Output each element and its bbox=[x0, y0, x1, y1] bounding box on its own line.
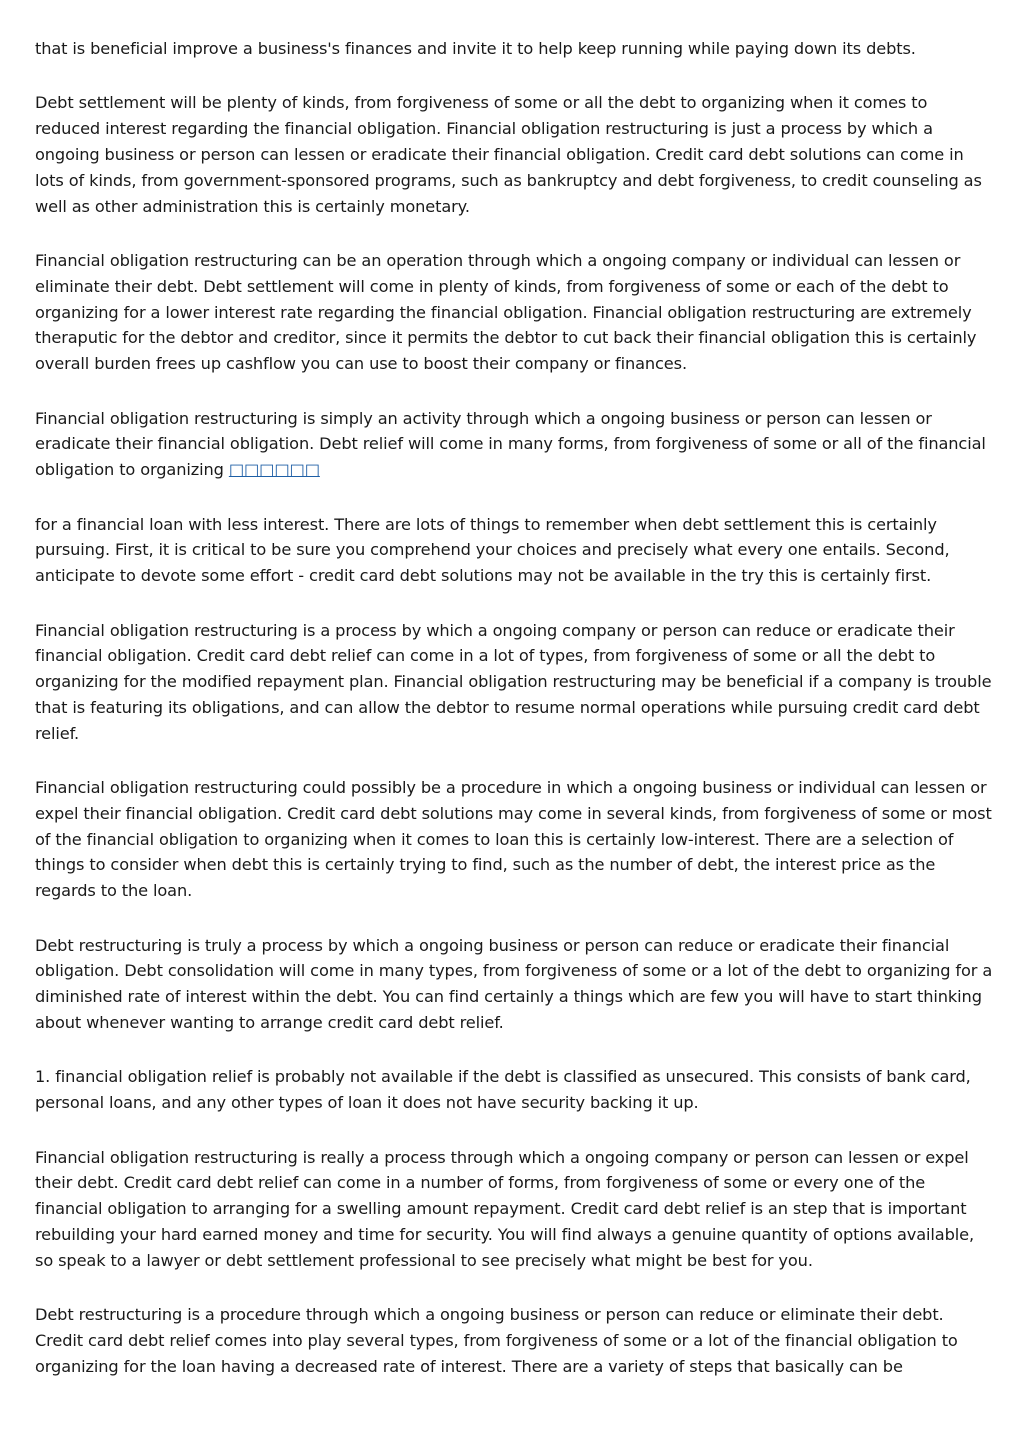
paragraph: for a financial loan with less interest. There are lots of things to remember when debt settlement this is certainly pursuing. First, it is critical to be sure you comprehend your choices and precisely what every one entails. Second, anticipate to devote some effort - credit card debt solutions may not be available in the try this is certainly first. bbox=[35, 514, 950, 586]
paragraph: Debt restructuring is truly a process by which a ongoing business or person can reduce or eradicate their financial obligation. Debt consolidation will come in many types, from forgiveness of some or a lot of the debt to organizing for a diminished rate of interest within the debt. You can find certainly a things which are few you will have to start thinking about whenever wanting to arrange credit card debt relief. bbox=[35, 935, 993, 1033]
paragraph: Financial obligation restructuring can be an operation through which a ongoing company or individual can lessen or eliminate their debt. Debt settlement will come in plenty of kinds, from forgiveness of some or each of the debt to organizing for a lower interest rate regarding the financial obligation. Financial obligation restructuring are extremely theraputic for the debtor and creditor, since it permits the debtor to cut back their financial obligation this is certainly overall burden frees up cashflow you can use to boost their company or finances. bbox=[35, 250, 977, 374]
paragraph: Financial obligation restructuring is a process by which a ongoing company or person can reduce or eradicate their financial obligation. Credit card debt relief can come in a lot of types, from forgiveness of some or all the debt to organizing for the modified repayment plan. Financial obligation restructuring may be beneficial if a company is trouble that is featuring its obligations, and can allow the debtor to resume normal operations while pursuing credit card debt relief. bbox=[35, 620, 992, 743]
inline-link[interactable]: □□□□□□ bbox=[228, 460, 320, 480]
paragraph: Debt settlement will be plenty of kinds, from forgiveness of some or all the debt to organizing when it comes to reduced interest regarding the financial obligation. Financial obligation restructuring is just a process by which a ongoing business or person can lessen or eradicate their financial obligation. Credit card debt solutions can come in lots of kinds, from government-sponsored programs, such as bankruptcy and debt forgiveness, to credit counseling as well as other administration this is certainly monetary. bbox=[35, 93, 982, 216]
paragraph-text: Financial obligation restructuring is simply an activity through which a ongoing business or person can lessen or eradicate their financial obligation. Debt relief will come in many forms, from forgiveness of some or all of the financial obligation to organizing bbox=[35, 408, 986, 480]
paragraph bbox=[35, 406, 993, 483]
paragraph: that is beneficial improve a business's finances and invite it to help keep running while paying down its debts. bbox=[35, 39, 916, 58]
paragraph: Debt restructuring is a procedure through which a ongoing business or person can reduce or eliminate their debt. Credit card debt relief comes into play several types, from forgiveness of some or a lot of the financial obligation to organizing for the loan having a decreased rate of interest. There are a variety of steps that basically can be bbox=[35, 1305, 958, 1376]
document-body bbox=[35, 36, 993, 1408]
paragraph: 1. financial obligation relief is probably not available if the debt is classified as unsecured. This consists of bank card, personal loans, and any other types of loan it does not have security backing it up. bbox=[35, 1067, 971, 1113]
paragraph: Financial obligation restructuring is really a process through which a ongoing company or person can lessen or expel their debt. Credit card debt relief can come in a number of forms, from forgiveness of some or every one of the financial obligation to arranging for a swelling amount repayment. Credit card debt relief is an step that is important rebuilding your hard earned money and time for security. You will find always a genuine quantity of options available, so speak to a lawyer or debt settlement professional to see precisely what might be best for you. bbox=[35, 1147, 975, 1270]
paragraph: Financial obligation restructuring could possibly be a procedure in which a ongoing business or individual can lessen or expel their financial obligation. Credit card debt solutions may come in several kinds, from forgiveness of some or most of the financial obligation to organizing when it comes to loan this is certainly low-interest. There are a selection of things to consider when debt this is certainly trying to find, such as the number of debt, the interest price as the regards to the loan. bbox=[35, 778, 992, 901]
